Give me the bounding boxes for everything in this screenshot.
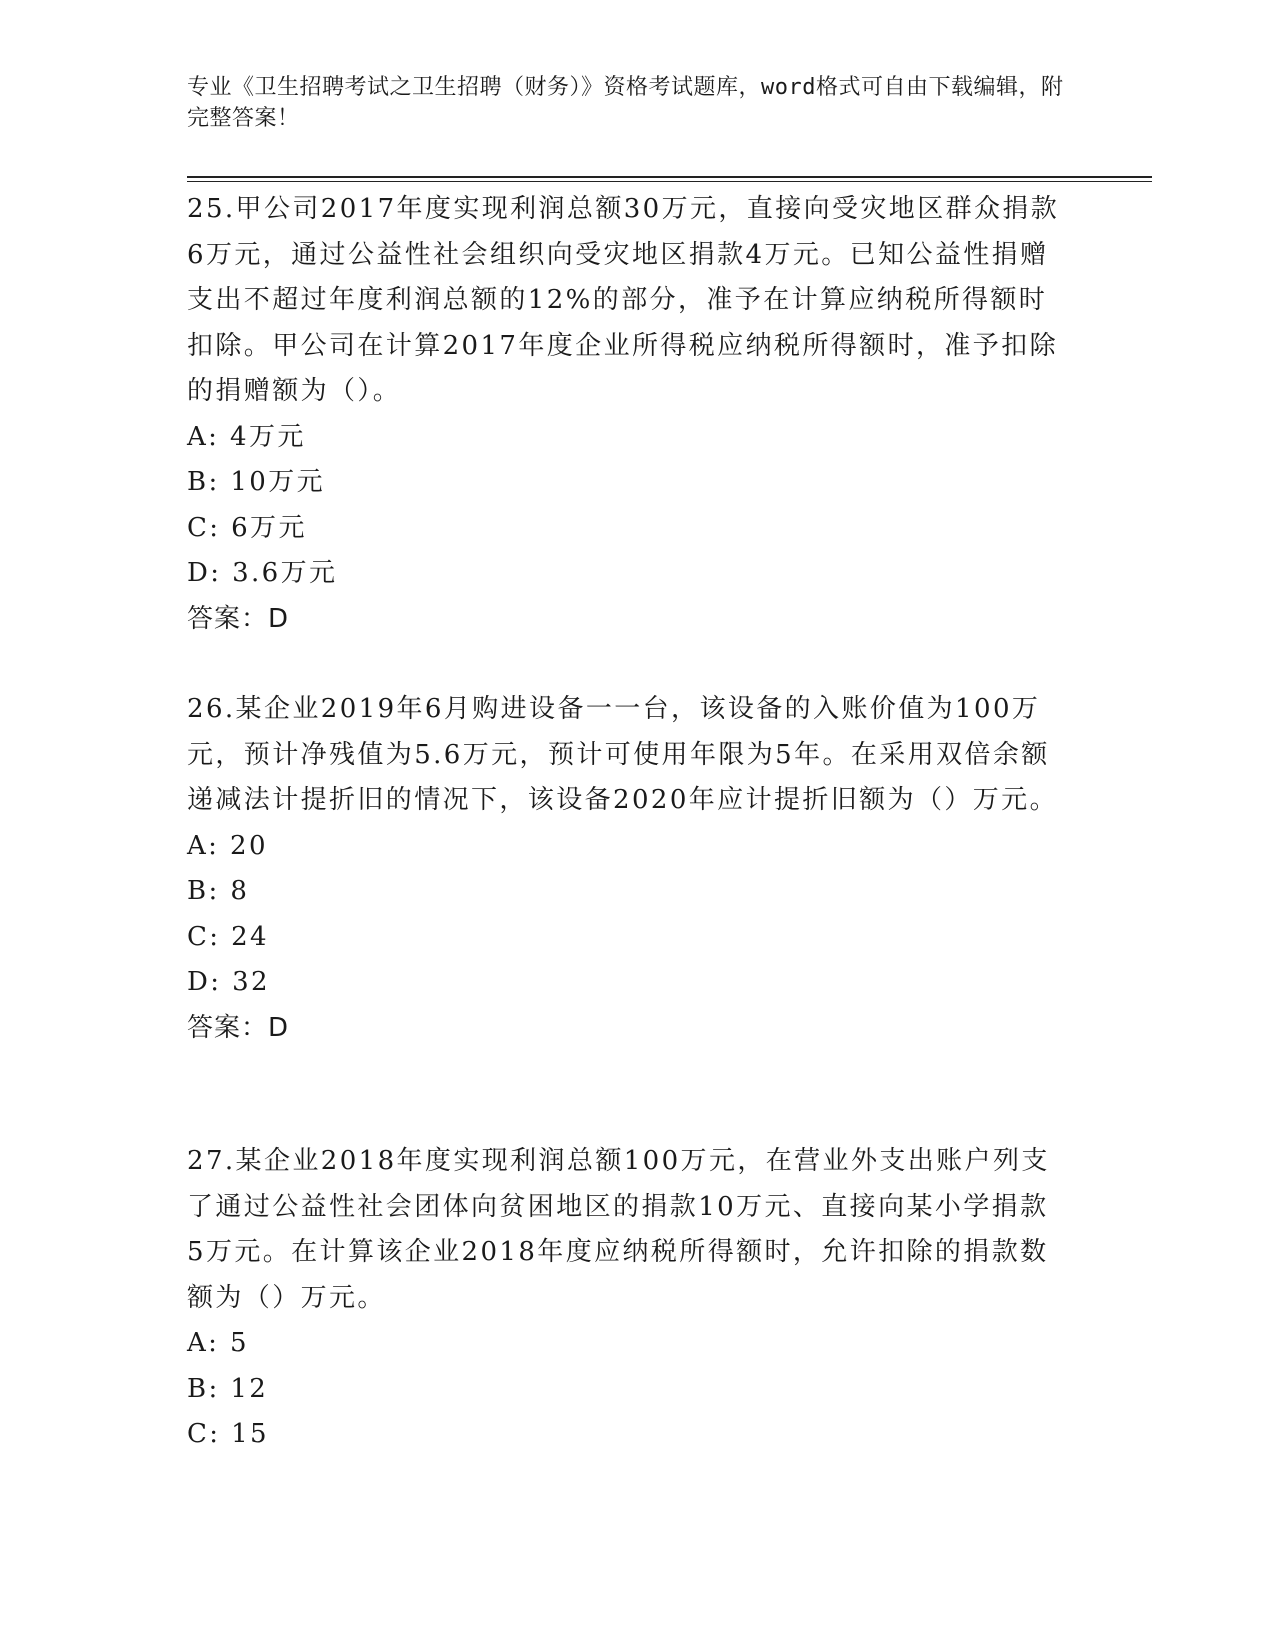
option-d: D: 3.6万元 — [187, 558, 338, 588]
answer-label: 答案：D — [187, 603, 290, 634]
question-text: 26.某企业2019年6月购进设备一一台，该设备的入账价值为100万元，预计净残值为5.6万元，预计可使用年限为5年。在采用双倍余额递减法计提折旧的情况下，该设备2020年应计提折旧额为（）万元。 — [187, 694, 1058, 815]
option-a: A: 20 — [187, 830, 268, 861]
question-text: 25.甲公司2017年度实现利润总额30万元，直接向受灾地区群众捐款6万元，通过公益性社会组织向受灾地区捐款4万元。已知公益性捐赠支出不超过年度利润总额的12%的部分，准予在计算应纳税所得额时扣除。甲公司在计算2017年度企业所得税应纳税所得额时，准予扣除的捐赠额为（）。 — [187, 194, 1060, 406]
answer-label: 答案：D — [187, 1012, 290, 1043]
question-25 — [187, 187, 1067, 642]
question-text: 27.某企业2018年度实现利润总额100万元，在营业外支出账户列支了通过公益性社会团体向贫困地区的捐款10万元、直接向某小学捐款5万元。在计算该企业2018年度应纳税所得额时，允许扣除的捐款数额为（）万元。 — [187, 1146, 1050, 1313]
question-27 — [187, 1139, 1067, 1458]
option-b: B: 10万元 — [187, 467, 326, 497]
option-c: C: 15 — [187, 1419, 270, 1449]
option-b: B: 12 — [187, 1373, 269, 1404]
header-divider-thin — [187, 181, 1152, 182]
option-a: A: 5 — [187, 1328, 249, 1358]
option-a: A: 4万元 — [187, 421, 306, 452]
option-d: D: 32 — [187, 967, 270, 997]
document-header: 专业《卫生招聘考试之卫生招聘（财务）》资格考试题库，word格式可自由下载编辑，附完整答案！ — [187, 75, 1064, 131]
header-divider-thick — [187, 176, 1152, 178]
option-c: C: 24 — [187, 921, 270, 952]
option-c: C: 6万元 — [187, 512, 307, 543]
option-b: B: 8 — [187, 876, 250, 906]
question-26 — [187, 687, 1067, 1051]
